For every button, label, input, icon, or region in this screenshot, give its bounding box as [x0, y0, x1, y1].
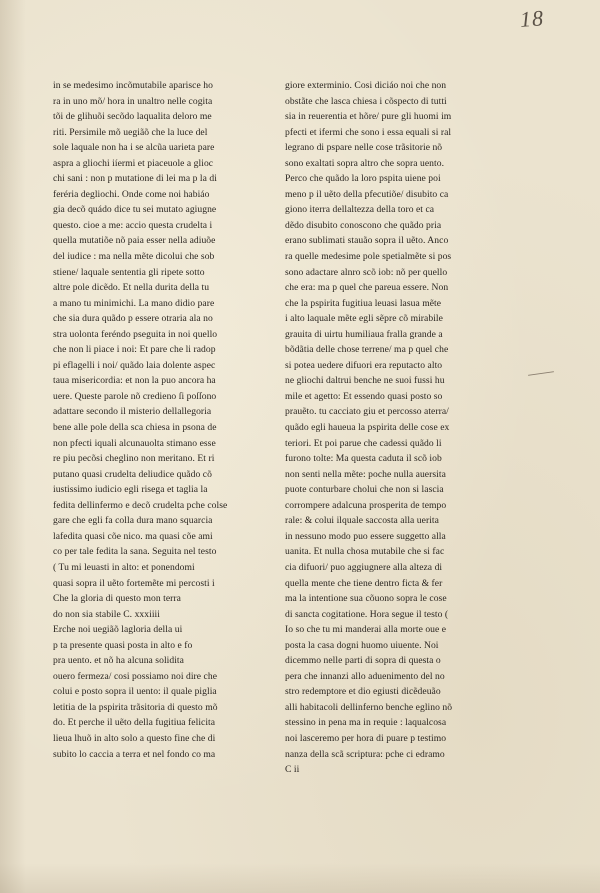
text-line: erano sublimati stauão sopra il uẽto. Anco	[285, 235, 449, 247]
text-line: in nessuno modo puo essere suggetto alla	[285, 530, 446, 542]
text-line: stra uolonta feréndo pseguita in noi quello	[53, 328, 218, 340]
text-line: taua misericordia: et non la puo ancora ha	[53, 375, 216, 387]
text-line: che non li piace i noi: Et pare che li radop	[53, 344, 216, 356]
text-line: fedita dellinfermo e decõ crudelta pche colse	[53, 499, 228, 511]
text-line: riti. Persimile mõ uegiãõ che la luce del	[53, 126, 208, 138]
text-line: colui e posto sopra il uento: il quale piglia	[53, 686, 217, 698]
text-line: si potea uedere difuori era reputacto alto	[285, 359, 443, 371]
text-line: meno p il uẽto della pfecutiõe/ disubito ca	[285, 188, 449, 200]
text-line: subito lo caccia a terra et nel fondo co ma	[53, 748, 216, 760]
text-line: rale: & colui ilquale saccosta alla uerita	[285, 515, 439, 527]
text-line: alli habitacoli dellinferno benche eglino nõ	[285, 701, 453, 713]
text-line: quella mutatiõe nõ paia esser nella adiuõe	[53, 235, 216, 247]
page-edge-shadow	[0, 0, 26, 893]
text-line: i alto laquale mẽte egli sẽpre cõ mirabile	[285, 313, 443, 325]
folio-number: 18	[519, 5, 545, 32]
text-line: pi eflagelli i noi/ quãdo laia dolente aspec	[53, 359, 216, 371]
text-line: ne gliochi daltrui benche ne suoi fussi hu	[285, 375, 445, 387]
text-line: stessino in pena ma in requie : laqualcosa	[285, 717, 447, 729]
text-line: Erche noi uegiãõ lagloria della ui	[53, 624, 183, 636]
text-line: in se medesimo incõmutabile aparisce ho	[53, 80, 213, 91]
text-line: bene alle pole della sca chiesa in psona de	[53, 422, 217, 434]
text-line: bõdãtia delle chose terrene/ ma p quel che	[285, 344, 449, 356]
text-line: pera che innanzi allo aduenimento del no	[285, 670, 445, 682]
text-line: dẽdo disubito conoscono che quãdo pria	[285, 219, 442, 231]
text-line: do. Et perche il uẽto della fugitiua felicita	[53, 717, 216, 729]
text-line: posta la casa dogni huomo uiuente. Noi	[285, 639, 439, 651]
text-line: Che la gloria di questo mon terra	[53, 593, 181, 605]
text-line: nanza della scã scriptura: pche ci edramo	[285, 748, 445, 760]
text-line: C ii	[285, 764, 300, 776]
text-line: sole laquale non ha i se alcũa uarieta pare	[53, 142, 215, 154]
text-line: grauita di uirtu humiliaua fralla grande a	[285, 328, 443, 340]
text-line: aspra a gliochi iíermi et piaceuole a glioc	[53, 157, 214, 169]
text-line: pfecti et ifermi che sono i essa equali si ral	[285, 126, 452, 138]
text-line: gia decõ quádo dice tu sei mutato agiugne	[53, 204, 217, 216]
text-line: stro redemptore et dio egiusti dicẽdeuão	[285, 686, 441, 698]
text-line: putano quasi crudelta deliudice quãdo cõ	[53, 468, 212, 480]
text-line: noi lasceremo per hora di puare p testimo	[285, 732, 447, 744]
text-line: non senti nella mẽte: poche nulla auersita	[285, 468, 446, 480]
text-line: gare che egli fa colla dura mano squarcia	[53, 515, 213, 527]
text-line: p ta presente quasi posta in alto e fo	[53, 639, 193, 651]
text-line: Perco che quãdo la loro pspita uiene poi	[285, 173, 441, 185]
text-line: giono iterra dellaltezza della toro et ca	[285, 204, 435, 216]
text-line: puote conturbare cholui che non si lascia	[285, 484, 444, 496]
text-line: pra uento. et nõ ha alcuna solidita	[53, 655, 184, 667]
text-line: letitia de la pspirita trãsitoria di questo mõ	[53, 701, 218, 713]
text-line: Io so che tu mi manderai alla morte oue e	[285, 624, 447, 636]
text-line: iustissimo iudicio egli risega et taglia la	[53, 484, 208, 496]
page-bottom-shadow	[0, 863, 600, 893]
text-line: teriori. Et poi parue che cadessi quãdo li	[285, 437, 442, 449]
text-line: furono tolte: Ma questa caduta il scõ iob	[285, 453, 442, 465]
text-line: cia difuori/ puo aggiugnere alla alteza di	[285, 561, 443, 573]
text-line: ra in uno mõ/ hora in unaltro nelle cogita	[53, 95, 213, 107]
text-line: adattare secondo il misterio dellallegoria	[53, 406, 212, 418]
text-line: dicemmo nelle parti di sopra di questa o	[285, 655, 441, 667]
text-line: che era: ma p quel che pareua essere. Non	[285, 282, 449, 294]
text-line: uere. Queste parole nõ credieno ſi poſſono	[53, 390, 217, 402]
text-line: lafedita quasi cõe nico. ma quasi cõe ami	[53, 530, 213, 542]
text-line: sono exaltati sopra altro che sopra uento.	[285, 157, 445, 169]
text-line: corrompere adalcuna prosperita de tempo	[285, 499, 447, 511]
text-line: ra quelle medesime pole spetialmẽte si pos	[285, 251, 452, 263]
text-line: co per tale fedita la sana. Seguita nel testo	[53, 546, 217, 558]
text-line: giore exterminio. Cosi diciáo noi che non	[285, 80, 447, 91]
text-line: ( Tu mi leuasti in alto: et ponendomi	[53, 561, 195, 573]
text-line: mile et agetto: Et essendo quasi posto so	[285, 390, 443, 402]
text-line: quasi sopra il uẽto fortemẽte mi percosti i	[53, 577, 215, 589]
text-line: sono adactare alnro scõ iob: nõ per quello	[285, 266, 448, 278]
text-line: quella mente che tiene dentro ficta & fer	[285, 577, 443, 589]
text-line: ma la intentione sua cõuono sopra le cose	[285, 593, 447, 605]
text-line: legrano di pspare nelle cose trãsitorie nõ	[285, 142, 443, 154]
text-line: che la pspirita fugitiua leuasi lasua mẽte	[285, 297, 442, 309]
text-line: che sia dura quãdo p essere otraria ala no	[53, 313, 213, 325]
text-line: uanita. Et nulla chosa mutabile che si fac	[285, 546, 445, 558]
text-line: prauẽto. tu cacciato giu et percosso aterra/	[285, 406, 449, 418]
text-line: tõi de glihuõi secõdo laqualita deloro me	[53, 111, 212, 123]
text-line: obstãte che lasca chiesa i cõspecto di tutti	[285, 95, 447, 107]
text-line: chi sani : non p mutatione di lei ma p la di	[53, 173, 217, 185]
text-line: sia in reuerentia et hõre/ pure gli huomi im	[285, 111, 452, 123]
text-line: altre pole dicẽdo. Et nella durita della tu	[53, 282, 210, 294]
text-line: stiene/ laquale sententia gli ripete sotto	[53, 266, 205, 278]
text-line: questo. cioe a me: accio questa crudelta i	[53, 219, 213, 231]
text-column-right	[285, 78, 507, 778]
text-line: di sancta cogitatione. Hora segue il testo (	[285, 608, 449, 620]
text-column-left	[53, 78, 271, 762]
text-line: feréria degliochi. Onde come noi habiáo	[53, 188, 210, 200]
text-line: a mano tu minimichi. La mano didio pare	[53, 297, 215, 309]
marginal-line-mark	[528, 371, 554, 376]
text-line: re piu pecõsi cheglino non meritano. Et ri	[53, 453, 215, 465]
text-line: del iudice : ma nella mẽte dicolui che sob	[53, 251, 215, 263]
text-line: lieua lhuõ in alto solo a questo fine che di	[53, 732, 216, 744]
text-line: non pfecti iquali alcunauolta stimano esse	[53, 437, 216, 449]
text-line: ouero fermeza/ cosi possiamo noi dire che	[53, 670, 218, 682]
text-line: quãdo egli haueua la pspirita delle cose ex	[285, 422, 450, 434]
text-line: do non sia stabile C. xxxiiii	[53, 608, 160, 620]
